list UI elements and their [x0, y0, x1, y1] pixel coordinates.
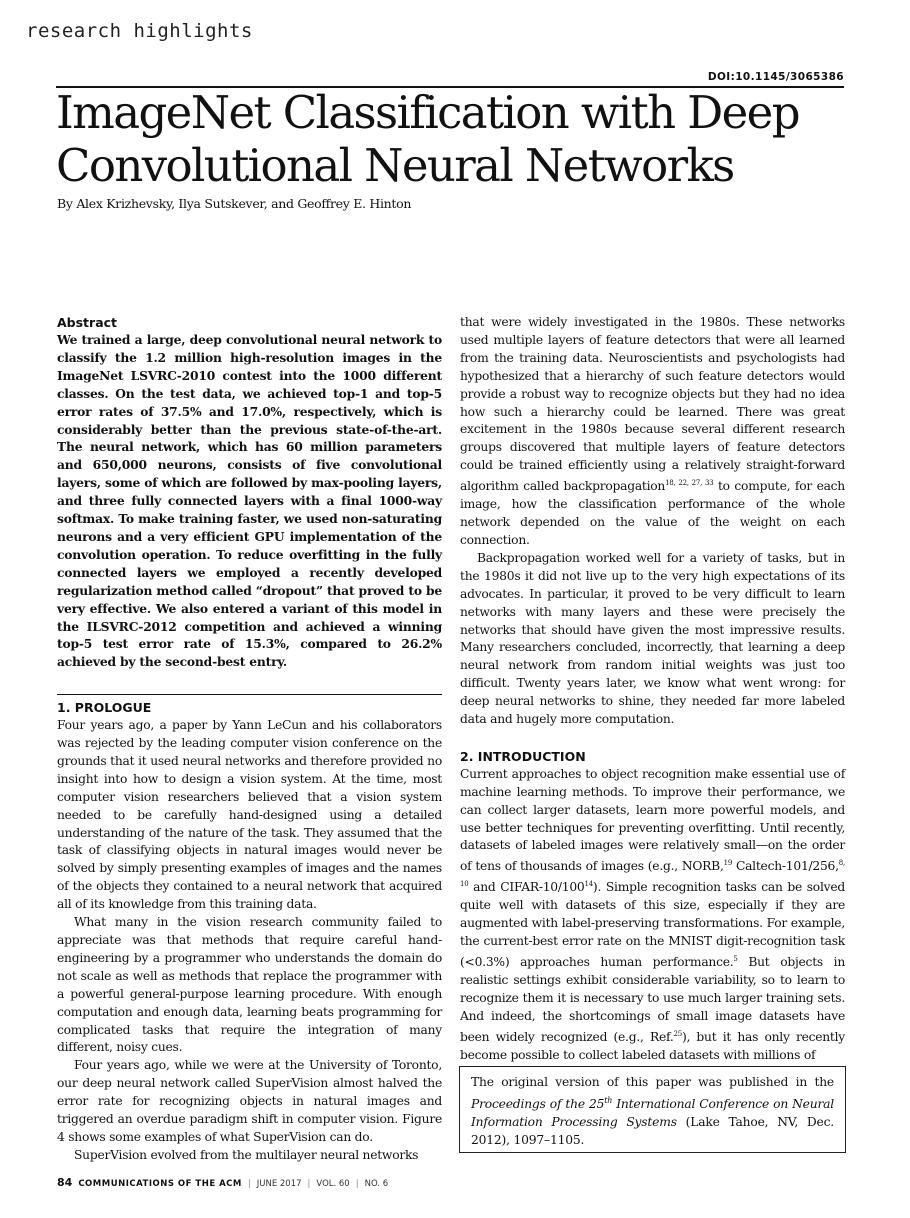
citation-ref[interactable]: 8, 10 [460, 859, 845, 889]
page-footer: 84 COMMUNICATIONS OF THE ACM | JUNE 2017 | VOL. 60 | NO. 6 [57, 1176, 389, 1189]
abstract-heading: Abstract [57, 315, 118, 330]
right-column [460, 314, 845, 1065]
introduction-paragraph: Current approaches to object recognition make essential use of machine learning methods. To improve their performance, we can collect larger datasets, learn more powerful models, and use better techniques for preventing overfitting. Until recently, datasets of labeled images were relatively small—on the order of tens of thousands of images (e.g., NORB,$^{19}$ Caltech-101/256,$^{8, 10}$ and CIFAR-$10/100^{14}$). Simple recognition tasks can be solved quite well with datasets of this size, especially if they are augmented with label-preserving transformations. For example, the current-best error rate on the MNIST digit-recognition task (<0.3%) approaches human performance.$^5$ But objects in realistic settings exhibit considerable variability, so to learn to recognize them it is necessary to use much larger training sets. And indeed, the shortcomings of small image datasets have been widely recognized (e.g., Ref.$^{25}$), but it has only recently become possible to collect labeled datasets with millions of [460, 766, 846, 1062]
issue-number: NO. 6 [364, 1179, 389, 1189]
publication-note: The original version of this paper was published in the Proceedings of the 25th International Conference on Neural Information Processing Systems (Lake Tahoe, NV, Dec. 2012), 1097–1105. [459, 1066, 846, 1153]
citation-ref[interactable]: 5 [733, 955, 738, 964]
article-title: ImageNet Classification with Deep Convolutional Neural Networks [56, 86, 799, 192]
citation-ref[interactable]: 25 [673, 1029, 682, 1038]
citation-ref[interactable]: 14 [584, 880, 593, 889]
doi[interactable]: DOI:10.1145/3065386 [707, 71, 844, 83]
prologue-paragraph: Four years ago, while we were at the University of Toronto, our deep neural network called SuperVision almost halved the error rate for recognizing objects in natural images and triggered an overdue paradigm shift in computer vision. Figure 4 shows some examples of what SuperVision can do. [57, 1058, 442, 1144]
prologue-paragraph: SuperVision evolved from the multilayer neural networks [74, 1147, 419, 1162]
issue-date: JUNE 2017 [256, 1179, 302, 1189]
citation-ref[interactable]: 19 [723, 859, 733, 868]
introduction-heading: 2. INTRODUCTION [460, 748, 586, 764]
citation-ref[interactable]: 18, 22, 27, 33 [665, 479, 714, 488]
issue-volume: VOL. 60 [316, 1179, 350, 1189]
section-divider [57, 694, 442, 695]
prologue-heading: 1. PROLOGUE [57, 700, 152, 716]
section-label: research highlights [26, 20, 253, 42]
prologue-paragraph: Backpropagation worked well for a variety of tasks, but in the 1980s it did not live up to the very high expectations of its advocates. In particular, it proved to be very difficult to learn networks with many layers and these were precisely the networks that should have given the most impressive results. Many researchers concluded, incorrectly, that learning a deep neural network from random initial weights was just too difficult. Twenty years later, we know what went wrong: for deep neural networks to shine, they needed far more labeled data and hugely more computation. [460, 550, 845, 727]
abstract-text: We trained a large, deep convolutional neural network to classify the 1.2 million high-resolution images in the ImageNet LSVRC-2010 contest into the 1000 different classes. On the test data, we achieved top-1 and top-5 error rates of 37.5% and 17.0%, respectively, which is considerably better than the previous state-of-the-art. The neural network, which has 60 million parameters and 650,000 neurons, consists of five convolutional layers, some of which are followed by max-pooling layers, and three fully connected layers with a final 1000-way softmax. To make training faster, we used non-saturating neurons and a very efficient GPU implementation of the convolution operation. To reduce overfitting in the fully connected layers we employed a recently developed regularization method called “dropout” that proved to be very effective. We also entered a variant of this model in the ILSVRC-2012 competition and achieved a winning top-5 test error rate of 15.3%, compared to 26.2% achieved by the second-best entry. [57, 332, 442, 670]
page-number: 84 [57, 1176, 73, 1189]
prologue-continued [460, 314, 845, 729]
author-byline: By Alex Krizhevsky, Ilya Sutskever, and Geoffrey E. Hinton [57, 196, 412, 211]
magazine-name: COMMUNICATIONS OF THE ACM [78, 1179, 242, 1189]
prologue-paragraph: that were widely investigated in the 1980s. These networks used multiple layers of feature detectors that were all learned from the training data. Neuroscientists and psychologists had hypothesized that a hierarchy of such feature detectors would provide a robust way to recognize objects but they had no idea how such a hierarchy could be learned. There was great excitement in the 1980s because several different research groups discovered that multiple layers of feature detectors could be trained efficiently using a relatively straight-forward algorithm called backpropagation$^{18, 22, 27, 33}$ to compute, for each image, how the classification performance of the whole network depended on the value of the weight on each connection. [460, 315, 845, 547]
left-column [57, 314, 442, 1165]
introduction-body [460, 766, 845, 1065]
prologue-paragraph: What many in the vision research community failed to appreciate was that methods that require careful hand-engineering by a programmer who understands the domain do not scale as well as methods that replace the programmer with a powerful general-purpose learning procedure. With enough computation and enough data, learning beats programming for complicated tasks that require the integration of many different, noisy cues. [57, 915, 442, 1055]
prologue-paragraph: Four years ago, a paper by Yann LeCun and his collaborators was rejected by the leading computer vision conference on the grounds that it used neural networks and therefore provided no insight into how to design a vision system. At the time, most computer vision researchers believed that a vision system needed to be carefully hand-designed using a detailed understanding of the nature of the task. They assumed that the task of classifying objects in natural images would never be solved by simply presenting examples of images and the names of the objects they contained to a neural network that acquired all of its knowledge from this training data. [57, 718, 442, 912]
prologue-body [57, 717, 442, 1165]
